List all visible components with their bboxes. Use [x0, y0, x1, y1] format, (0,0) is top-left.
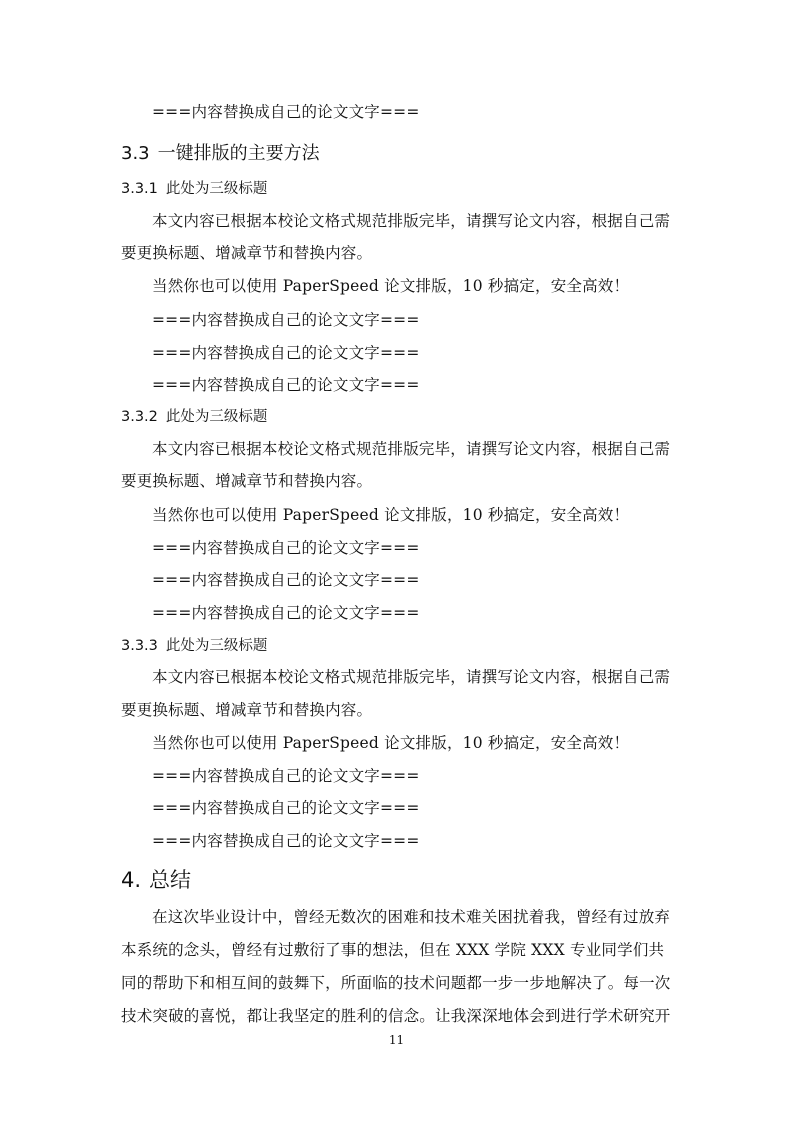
section-title: 总结 — [149, 868, 192, 892]
placeholder-text: ===内容替换成自己的论文文字=== — [152, 767, 420, 785]
paragraph-line: 本文内容已根据本校论文格式规范排版完毕，请撰写论文内容，根据自己需 — [152, 212, 671, 230]
placeholder-text: ===内容替换成自己的论文文字=== — [152, 832, 420, 850]
paragraph-line: 本系统的念头，曾经有过敷衍了事的想法，但在 XXX 学院 XXX 专业同学们共 — [121, 941, 665, 959]
page-number: 11 — [388, 1033, 405, 1047]
subsection-title: 此处为三级标题 — [165, 181, 268, 197]
section-heading-4 — [121, 865, 191, 895]
subsection-number: 3.3.1 — [121, 181, 158, 197]
placeholder-text: ===内容替换成自己的论文文字=== — [152, 311, 420, 329]
section-number: 3.3 — [121, 143, 150, 164]
placeholder-text: ===内容替换成自己的论文文字=== — [152, 344, 420, 362]
subsection-heading-3-3-3 — [121, 635, 267, 657]
paragraph-line: 要更换标题、增减章节和替换内容。 — [121, 244, 373, 262]
paragraph-line: 本文内容已根据本校论文格式规范排版完毕，请撰写论文内容，根据自己需 — [152, 440, 671, 458]
paragraph-line: 本文内容已根据本校论文格式规范排版完毕，请撰写论文内容，根据自己需 — [152, 668, 671, 686]
placeholder-text: ===内容替换成自己的论文文字=== — [152, 376, 420, 394]
paragraph-line: 当然你也可以使用 PaperSpeed 论文排版，10 秒搞定，安全高效！ — [152, 277, 630, 295]
section-number: 4. — [121, 868, 142, 892]
section-title: 一键排版的主要方法 — [157, 143, 320, 164]
placeholder-text: ===内容替换成自己的论文文字=== — [152, 604, 420, 622]
placeholder-text: ===内容替换成自己的论文文字=== — [152, 571, 420, 589]
subsection-title: 此处为三级标题 — [165, 638, 268, 654]
paragraph-line: 当然你也可以使用 PaperSpeed 论文排版，10 秒搞定，安全高效！ — [152, 506, 630, 524]
paragraph-line: 技术突破的喜悦，都让我坚定的胜利的信念。让我深深地体会到进行学术研究开 — [121, 1007, 671, 1025]
placeholder-text: ===内容替换成自己的论文文字=== — [152, 539, 420, 557]
placeholder-text: ===内容替换成自己的论文文字=== — [152, 103, 420, 121]
paragraph-line: 当然你也可以使用 PaperSpeed 论文排版，10 秒搞定，安全高效！ — [152, 734, 630, 752]
placeholder-text: ===内容替换成自己的论文文字=== — [152, 799, 420, 817]
paragraph-line: 在这次毕业设计中，曾经无数次的困难和技术难关困扰着我，曾经有过放弃 — [152, 908, 671, 926]
subsection-title: 此处为三级标题 — [165, 409, 268, 425]
paragraph-line: 同的帮助下和相互间的鼓舞下，所面临的技术问题都一步一步地解决了。每一次 — [121, 974, 671, 992]
subsection-number: 3.3.2 — [121, 409, 158, 425]
section-heading-3-3 — [121, 141, 320, 167]
subsection-number: 3.3.3 — [121, 638, 158, 654]
subsection-heading-3-3-2 — [121, 406, 267, 428]
paragraph-line: 要更换标题、增减章节和替换内容。 — [121, 701, 373, 719]
subsection-heading-3-3-1 — [121, 178, 267, 200]
paragraph-line: 要更换标题、增减章节和替换内容。 — [121, 472, 373, 490]
